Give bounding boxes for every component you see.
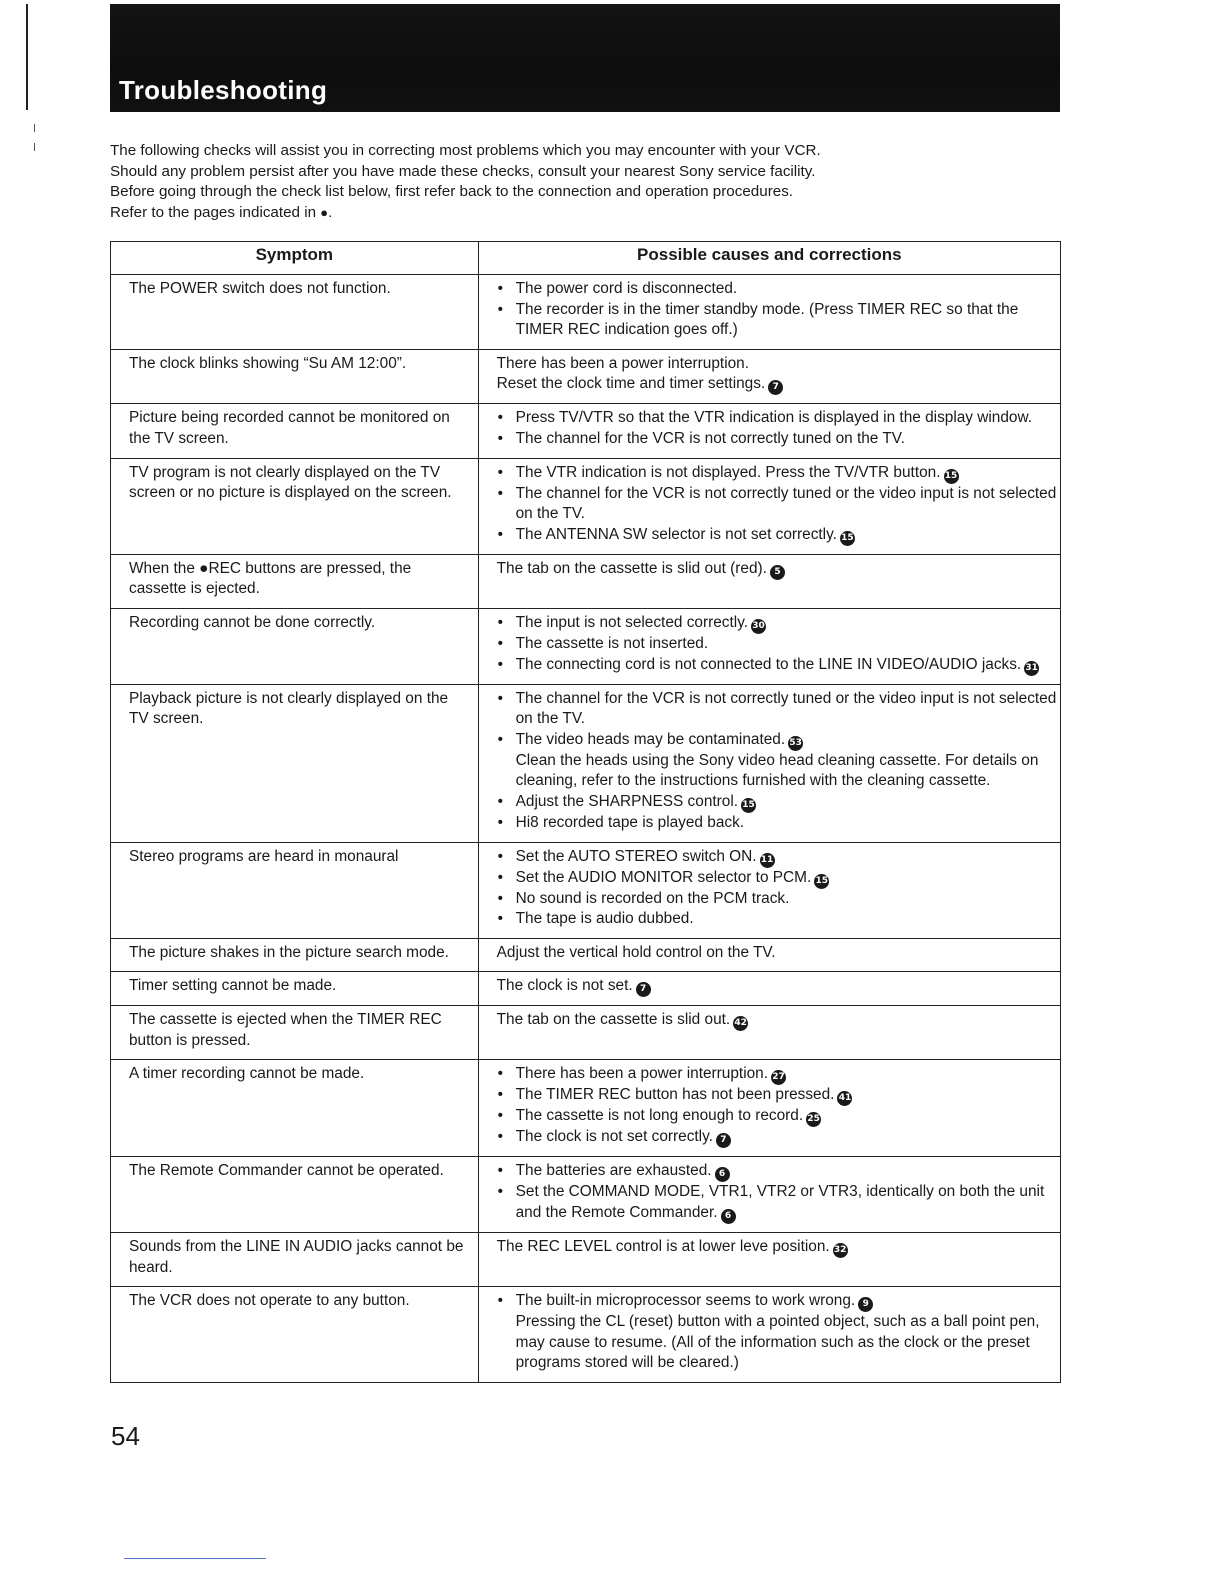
symptom-cell: TV program is not clearly displayed on the TV screen or no picture is displayed on the screen. bbox=[111, 458, 479, 554]
page-reference-icon: 15 bbox=[840, 531, 855, 546]
causes-cell bbox=[478, 1233, 1060, 1287]
table-row bbox=[111, 684, 1061, 842]
table-header-row bbox=[111, 242, 1061, 275]
cause-text: There has been a power interruption. bbox=[515, 1065, 769, 1083]
intro-line: The following checks will assist you in correcting most problems which you may encounter with your VCR. bbox=[110, 142, 821, 159]
cause-text: The tab on the cassette is slid out. bbox=[496, 1011, 731, 1029]
table-row bbox=[111, 554, 1061, 608]
symptom-cell: The Remote Commander cannot be operated. bbox=[111, 1157, 479, 1233]
causes-cell bbox=[478, 554, 1060, 608]
page-reference-icon: 7 bbox=[636, 982, 651, 997]
causes-cell bbox=[478, 1157, 1060, 1233]
troubleshooting-table bbox=[110, 241, 1061, 1383]
cause-text: There has been a power interruption. bbox=[496, 354, 750, 372]
causes-cell bbox=[478, 608, 1060, 684]
page-reference-icon: 32 bbox=[833, 1243, 848, 1258]
cause-item bbox=[497, 1161, 1058, 1182]
title-banner bbox=[110, 4, 1060, 112]
cause-text: The connecting cord is not connected to the LINE IN VIDEO/AUDIO jacks. bbox=[515, 655, 1022, 673]
intro-line: Should any problem persist after you have made these checks, consult your nearest Sony service facility. bbox=[110, 162, 816, 180]
cause-text: Adjust the vertical hold control on the TV. bbox=[496, 943, 776, 961]
cause-line bbox=[497, 559, 1058, 580]
cause-item bbox=[497, 1106, 1058, 1127]
cause-text: The REC LEVEL control is at lower leve position. bbox=[496, 1238, 830, 1256]
page-reference-icon: 41 bbox=[837, 1091, 852, 1106]
symptom-cell: Stereo programs are heard in monaural bbox=[111, 842, 479, 938]
cause-text: The batteries are exhausted. bbox=[515, 1162, 712, 1180]
page-reference-icon: 9 bbox=[858, 1297, 873, 1312]
page-reference-icon: 7 bbox=[768, 380, 783, 395]
cause-item bbox=[497, 1127, 1058, 1148]
symptom-cell: The VCR does not operate to any button. bbox=[111, 1287, 479, 1383]
table-row bbox=[111, 972, 1061, 1006]
cause-item bbox=[497, 889, 1058, 910]
cause-item bbox=[497, 408, 1058, 429]
symptom-cell: The clock blinks showing “Su AM 12:00”. bbox=[111, 349, 479, 404]
cause-text: Set the AUDIO MONITOR selector to PCM. bbox=[515, 868, 812, 886]
cause-item bbox=[497, 1064, 1058, 1085]
page-reference-icon: 53 bbox=[788, 736, 803, 751]
cause-item bbox=[497, 655, 1058, 676]
cause-text: The channel for the VCR is not correctly tuned or the video input is not selected on the TV. bbox=[515, 484, 1057, 523]
cause-list bbox=[497, 279, 1058, 341]
cause-list bbox=[497, 1064, 1058, 1148]
cause-text: Reset the clock time and timer settings. bbox=[496, 375, 766, 393]
cause-text: The video heads may be contaminated. bbox=[515, 730, 786, 748]
cause-item bbox=[497, 300, 1058, 341]
cause-line bbox=[497, 943, 1058, 964]
page-reference-icon: 31 bbox=[1024, 661, 1039, 676]
symptom-cell: Recording cannot be done correctly. bbox=[111, 608, 479, 684]
causes-cell bbox=[478, 1287, 1060, 1383]
page-reference-icon: 5 bbox=[770, 565, 785, 580]
symptom-cell: Sounds from the LINE IN AUDIO jacks cannot be heard. bbox=[111, 1233, 479, 1287]
cause-text: The input is not selected correctly. bbox=[515, 613, 749, 631]
cause-text: The cassette is not long enough to record. bbox=[515, 1107, 804, 1125]
margin-tick bbox=[34, 143, 35, 151]
cause-extra-text: Clean the heads using the Sony video head cleaning cassette. For details on cleaning, refer to the instructions furnished with the cleaning cassette. bbox=[515, 751, 1039, 790]
causes-cell bbox=[478, 972, 1060, 1006]
cause-extra-text: Pressing the CL (reset) button with a pointed object, such as a ball point pen, may cause to resume. (All of the information such as the clock or the preset programs stored will be cleared.) bbox=[515, 1313, 1040, 1372]
cause-text: The clock is not set. bbox=[496, 977, 633, 995]
symptom-cell: The picture shakes in the picture search mode. bbox=[111, 938, 479, 972]
page-reference-icon: 7 bbox=[716, 1133, 731, 1148]
table-row bbox=[111, 1157, 1061, 1233]
cause-item bbox=[497, 730, 1058, 792]
cause-item bbox=[497, 909, 1058, 930]
page-reference-icon: 15 bbox=[944, 469, 959, 484]
page-reference-icon: 11 bbox=[760, 853, 775, 868]
page-reference-icon: 30 bbox=[751, 619, 766, 634]
page-title: Troubleshooting bbox=[119, 75, 328, 105]
symptom-cell: The POWER switch does not function. bbox=[111, 275, 479, 350]
cause-line bbox=[497, 374, 1058, 395]
intro-last-text: Refer to the pages indicated in bbox=[110, 204, 317, 222]
cause-list bbox=[497, 463, 1058, 546]
table-row bbox=[111, 275, 1061, 350]
cause-item bbox=[497, 463, 1058, 484]
table-row bbox=[111, 458, 1061, 554]
cause-text: Adjust the SHARPNESS control. bbox=[515, 792, 739, 810]
causes-header: Possible causes and corrections bbox=[478, 242, 1060, 275]
cause-text: Set the COMMAND MODE, VTR1, VTR2 or VTR3, identically on both the unit and the Remote Commander. bbox=[515, 1183, 1045, 1222]
page-reference-icon: 42 bbox=[733, 1016, 748, 1031]
causes-cell bbox=[478, 684, 1060, 842]
causes-cell bbox=[478, 275, 1060, 350]
page-reference-icon: 6 bbox=[721, 1209, 736, 1224]
symptom-cell: The cassette is ejected when the TIMER REC button is pressed. bbox=[111, 1006, 479, 1060]
page-reference-icon: 6 bbox=[715, 1167, 730, 1182]
cause-list bbox=[497, 408, 1058, 449]
table-row bbox=[111, 1060, 1061, 1157]
page-reference-icon: 27 bbox=[771, 1070, 786, 1085]
cause-text: The clock is not set correctly. bbox=[515, 1128, 713, 1146]
table-row bbox=[111, 1233, 1061, 1287]
cause-text: Press TV/VTR so that the VTR indication is displayed in the display window. bbox=[515, 409, 1033, 427]
symptom-header: Symptom bbox=[111, 242, 479, 275]
left-margin-line bbox=[26, 4, 28, 110]
footer-rule bbox=[124, 1558, 266, 1559]
symptom-cell: Picture being recorded cannot be monitored on the TV screen. bbox=[111, 404, 479, 458]
cause-line bbox=[497, 1010, 1058, 1031]
cause-text: Set the AUTO STEREO switch ON. bbox=[515, 847, 757, 865]
table-row bbox=[111, 349, 1061, 404]
intro-paragraph bbox=[110, 141, 1070, 224]
table-row bbox=[111, 1287, 1061, 1383]
intro-line: Before going through the check list below, first refer back to the connection and operation procedures. bbox=[110, 183, 794, 201]
intro-line bbox=[110, 203, 1070, 224]
table-row bbox=[111, 842, 1061, 938]
table-row bbox=[111, 404, 1061, 458]
cause-text: The cassette is not inserted. bbox=[515, 634, 709, 652]
cause-item bbox=[497, 484, 1058, 525]
cause-item bbox=[497, 613, 1058, 634]
cause-item bbox=[497, 868, 1058, 889]
symptom-cell: A timer recording cannot be made. bbox=[111, 1060, 479, 1157]
symptom-cell: Playback picture is not clearly displayed on the TV screen. bbox=[111, 684, 479, 842]
symptom-cell: Timer setting cannot be made. bbox=[111, 972, 479, 1006]
cause-list bbox=[497, 1291, 1058, 1374]
cause-text: The built-in microprocessor seems to work wrong. bbox=[515, 1292, 856, 1310]
page-reference-icon: 15 bbox=[814, 874, 829, 889]
cause-item bbox=[497, 792, 1058, 813]
cause-text: No sound is recorded on the PCM track. bbox=[515, 889, 790, 907]
causes-cell bbox=[478, 938, 1060, 972]
table-body bbox=[111, 275, 1061, 1383]
causes-cell bbox=[478, 458, 1060, 554]
cause-item bbox=[497, 847, 1058, 868]
cause-item bbox=[497, 813, 1058, 834]
cause-item bbox=[497, 279, 1058, 300]
cause-item bbox=[497, 634, 1058, 655]
cause-list bbox=[497, 847, 1058, 930]
causes-cell bbox=[478, 1060, 1060, 1157]
cause-item bbox=[497, 1182, 1058, 1224]
causes-cell bbox=[478, 842, 1060, 938]
cause-text: The tab on the cassette is slid out (red). bbox=[496, 559, 767, 577]
cause-text: The channel for the VCR is not correctly tuned or the video input is not selected on the TV. bbox=[515, 689, 1057, 728]
intro-period: . bbox=[328, 204, 333, 222]
table-row bbox=[111, 1006, 1061, 1060]
cause-item bbox=[497, 689, 1058, 730]
causes-cell bbox=[478, 404, 1060, 458]
indicator-dot-icon: ● bbox=[320, 205, 329, 221]
page-reference-icon: 15 bbox=[741, 798, 756, 813]
cause-item bbox=[497, 525, 1058, 546]
cause-text: The recorder is in the timer standby mode. (Press TIMER REC so that the TIMER REC indication goes off.) bbox=[515, 300, 1019, 339]
table-row bbox=[111, 938, 1061, 972]
cause-text: The VTR indication is not displayed. Press the TV/VTR button. bbox=[515, 463, 941, 481]
causes-cell bbox=[478, 349, 1060, 404]
causes-cell bbox=[478, 1006, 1060, 1060]
symptom-cell: When the ●REC buttons are pressed, the cassette is ejected. bbox=[111, 554, 479, 608]
cause-item bbox=[497, 1085, 1058, 1106]
page-number: 54 bbox=[111, 1421, 140, 1451]
cause-line bbox=[497, 1237, 1058, 1258]
cause-item bbox=[497, 1291, 1058, 1374]
cause-text: The channel for the VCR is not correctly tuned on the TV. bbox=[515, 429, 905, 447]
cause-item bbox=[497, 429, 1058, 450]
cause-text: The ANTENNA SW selector is not set correctly. bbox=[515, 525, 837, 543]
cause-list bbox=[497, 1161, 1058, 1224]
cause-text: The power cord is disconnected. bbox=[515, 280, 738, 297]
cause-list bbox=[497, 613, 1058, 676]
margin-tick bbox=[34, 124, 35, 132]
cause-line bbox=[497, 976, 1058, 997]
cause-text: The TIMER REC button has not been pressed. bbox=[515, 1086, 835, 1104]
cause-text: The tape is audio dubbed. bbox=[515, 910, 694, 928]
table-row bbox=[111, 608, 1061, 684]
page-reference-icon: 25 bbox=[806, 1112, 821, 1127]
cause-list bbox=[497, 689, 1058, 834]
cause-text: Hi8 recorded tape is played back. bbox=[515, 813, 745, 831]
cause-line bbox=[497, 354, 1058, 375]
